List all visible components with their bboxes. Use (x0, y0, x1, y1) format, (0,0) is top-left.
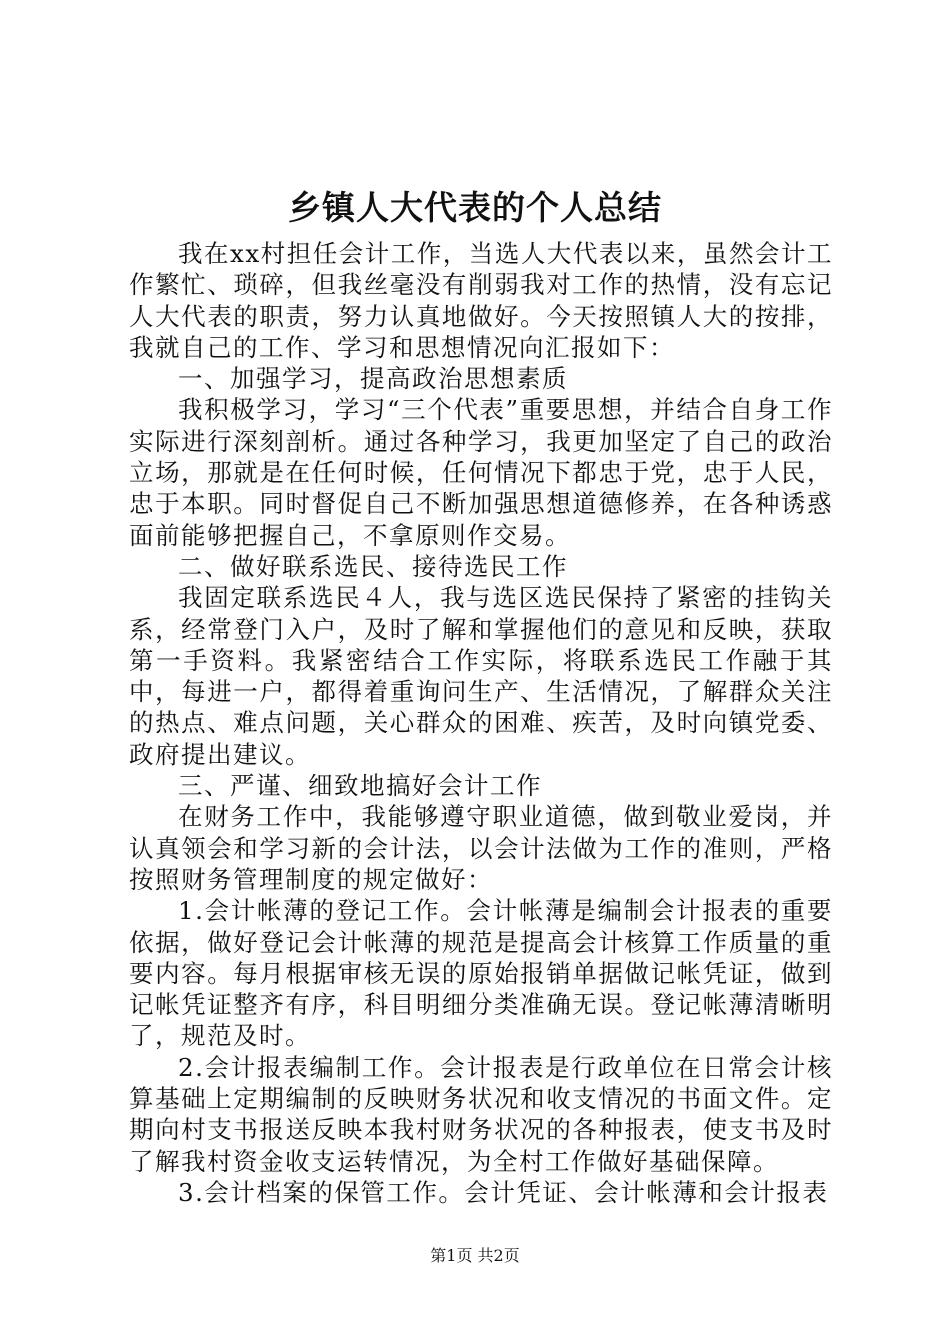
page-footer: 第1页 共2页 (430, 1246, 520, 1265)
document-title: 乡镇人大代表的个人总结 (288, 188, 662, 227)
paragraph-intro: 我在xx村担任会计工作，当选人大代表以来，虽然会计工作繁忙、琐碎，但我丝毫没有削弱我对工作的热情，没有忘记人大代表的职责，努力认真地做好。今天按照镇人大的按排，我就自己的工作、学习和思想情况向汇报如下： (129, 239, 833, 362)
list-item-1: 1.会计帐薄的登记工作。会计帐薄是编制会计报表的重要依据，做好登记会计帐薄的规范是提高会计核算工作质量的重要内容。每月根据审核无误的原始报销单据做记帐凭证，做到记帐凭证整齐有序，科目明细分类准确无误。登记帐薄清晰明了，规范及时。 (129, 896, 833, 1051)
section-heading-1: 一、加强学习，提高政治思想素质 (178, 364, 568, 394)
list-item-2: 2.会计报表编制工作。会计报表是行政单位在日常会计核算基础上定期编制的反映财务状况和收支情况的书面文件。定期向村支书报送反映本我村财务状况的各种报表，使支书及时了解我村资金收支运转情况，为全村工作做好基础保障。 (129, 1052, 833, 1176)
section-heading-3: 三、严谨、细致地搞好会计工作 (178, 771, 542, 801)
list-item-3: 3.会计档案的保管工作。会计凭证、会计帐薄和会计报表 (178, 1177, 829, 1207)
document-body (129, 238, 833, 1208)
paragraph-section-1: 我积极学习，学习“三个代表”重要思想，并结合自身工作实际进行深刻剖析。通过各种学习，我更加坚定了自己的政治立场，那就是在任何时候，任何情况下都忠于党，忠于人民，忠于本职。同时督促自己不断加强思想道德修养，在各种诱惑面前能够把握自己，不拿原则作交易。 (129, 395, 833, 550)
paragraph-section-2: 我固定联系选民４人，我与选区选民保持了紧密的挂钩关系，经常登门入户，及时了解和掌握他们的意见和反映，获取第一手资料。我紧密结合工作实际，将联系选民工作融于其中，每进一户，都得着重询问生产、生活情况，了解群众关注的热点、难点问题，关心群众的困难、疾苦，及时向镇党委、政府提出建议。 (129, 583, 833, 769)
paragraph-section-3: 在财务工作中，我能够遵守职业道德，做到敬业爱岗，并认真领会和学习新的会计法，以会计法做为工作的准则，严格按照财务管理制度的规定做好： (129, 802, 833, 894)
section-heading-2: 二、做好联系选民、接待选民工作 (178, 551, 568, 581)
